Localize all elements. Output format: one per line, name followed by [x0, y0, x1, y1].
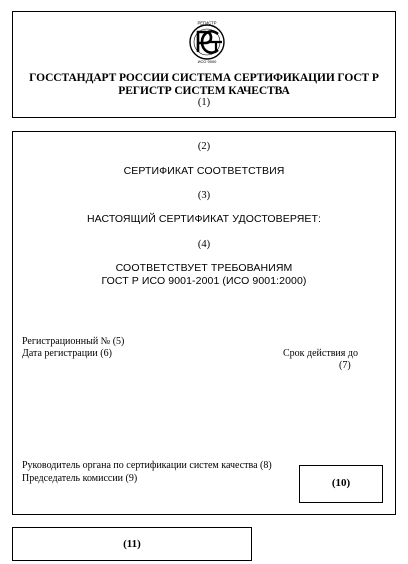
- marker-3: (3): [197, 190, 211, 201]
- header-title-line2: РЕГИСТР СИСТЕМ КАЧЕСТВА: [118, 85, 290, 97]
- validity-marker: (7): [339, 360, 351, 371]
- certification-logo: [185, 16, 229, 72]
- reg-date-marker: (6): [100, 348, 112, 359]
- certificate-body: [12, 131, 396, 515]
- sign-marker: (10): [331, 477, 351, 489]
- header-title-line1: ГОССТАНДАРТ РОССИИ СИСТЕМА СЕРТИФИКАЦИИ ГОСТ Р: [29, 72, 379, 84]
- reg-number-field: [22, 336, 124, 348]
- conforms-line1: СООТВЕТСТВУЕТ ТРЕБОВАНИЯМ: [115, 262, 293, 274]
- chair-field: [22, 473, 137, 485]
- chair-label: Председатель комиссии: [22, 473, 124, 484]
- header-title: [13, 72, 395, 98]
- marker-2: (2): [197, 141, 211, 152]
- validity-label: Срок действия до: [283, 348, 358, 359]
- conforms-line2: ГОСТ Р ИСО 9001-2001 (ИСО 9001:2000): [101, 275, 307, 287]
- header-section: [12, 11, 396, 118]
- svg-text:РЕГИСТР: РЕГИСТР: [197, 20, 217, 26]
- svg-text:ИСО 9000: ИСО 9000: [197, 59, 217, 64]
- footer-marker: (11): [123, 538, 141, 550]
- certificate-title: СЕРТИФИКАТ СООТВЕТСТВИЯ: [123, 165, 285, 177]
- reg-number-label: Регистрационный №: [22, 336, 111, 347]
- signature-box: [299, 465, 383, 503]
- head-marker: (8): [260, 460, 272, 471]
- head-field: [22, 460, 272, 472]
- header-marker: (1): [197, 97, 211, 108]
- marker-4: (4): [197, 239, 211, 250]
- reg-number-marker: (5): [112, 336, 125, 347]
- certifies-text: НАСТОЯЩИЙ СЕРТИФИКАТ УДОСТОВЕРЯЕТ:: [86, 213, 322, 225]
- reg-date-label: Дата регистрации: [22, 348, 98, 359]
- footer-section: [12, 527, 252, 561]
- chair-marker: (9): [125, 473, 138, 484]
- reg-date-field: [22, 348, 112, 360]
- head-label: Руководитель органа по сертификации систем качества: [22, 460, 258, 471]
